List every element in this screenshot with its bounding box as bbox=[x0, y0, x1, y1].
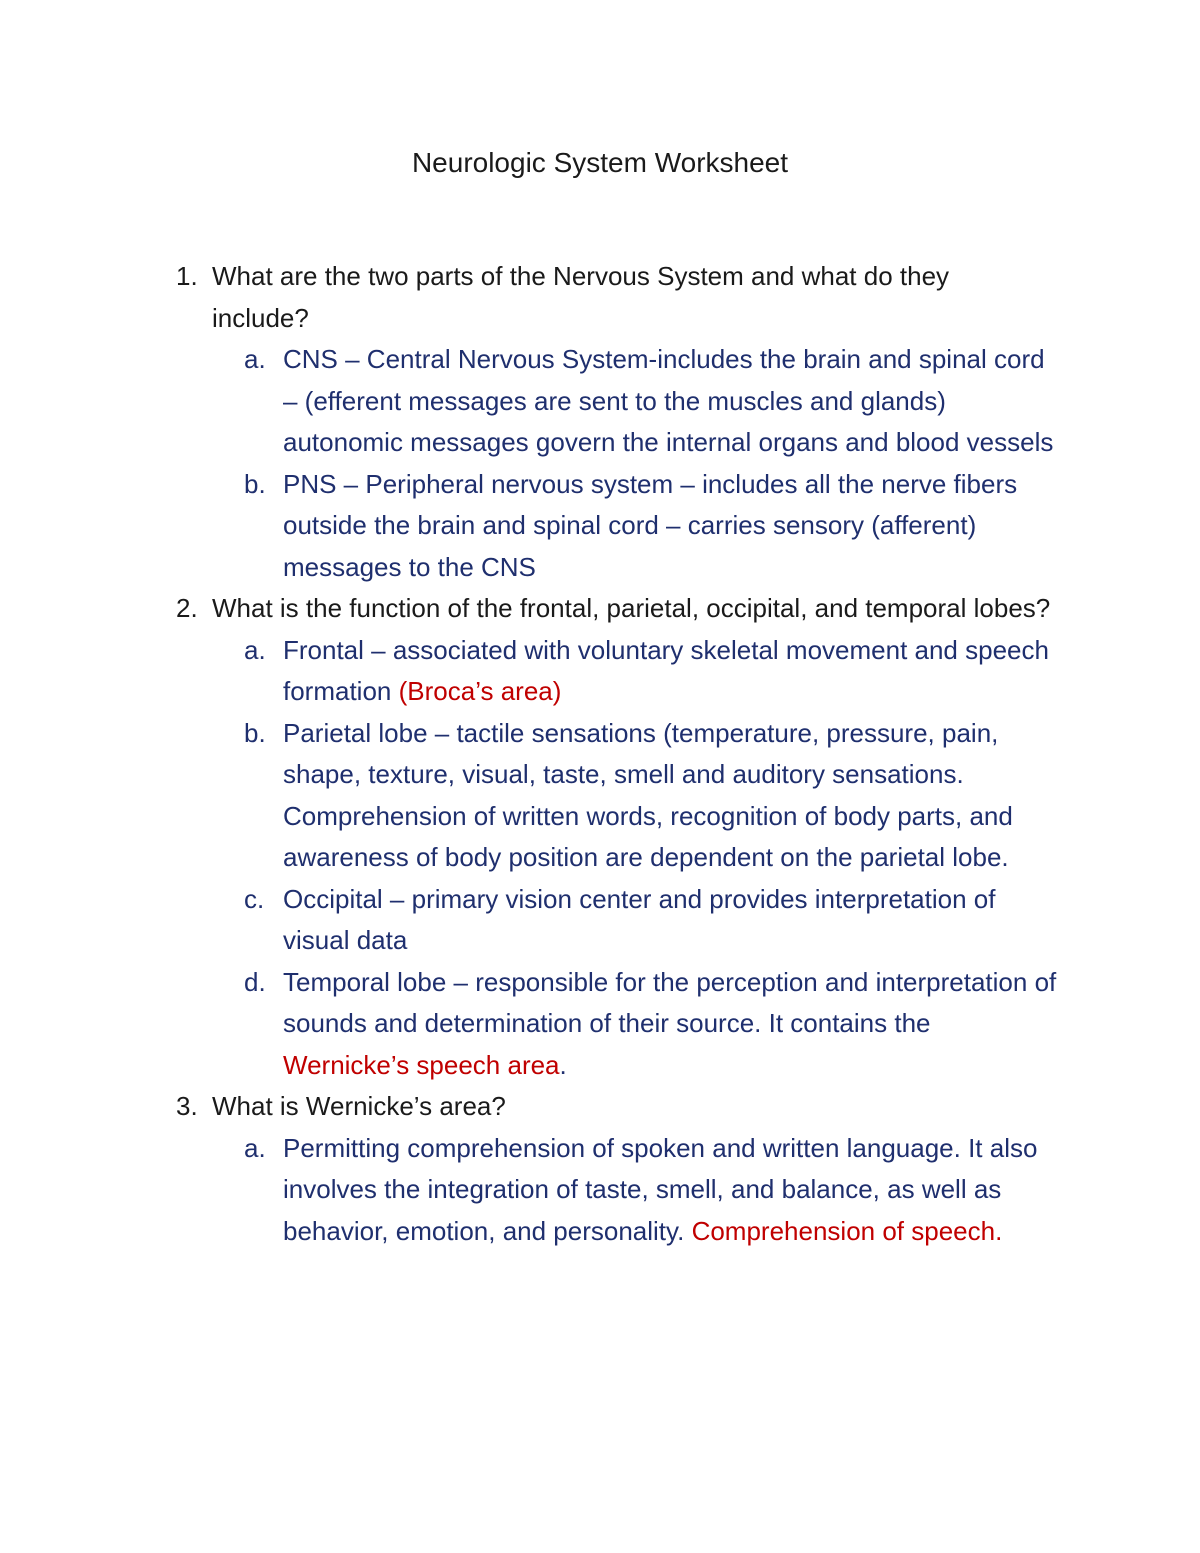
answer-text: Occipital – primary vision center and provides interpretation of visual data bbox=[283, 883, 996, 955]
answer-highlight: Comprehension of speech. bbox=[691, 1215, 1003, 1246]
answer-letter: c. bbox=[244, 883, 265, 914]
answer-highlight: Wernicke’s speech area bbox=[283, 1049, 560, 1080]
answer-tail: . bbox=[559, 1049, 567, 1080]
question-1 bbox=[0, 256, 1052, 339]
answer-letter: b. bbox=[244, 717, 266, 748]
answer-letter: b. bbox=[244, 468, 266, 499]
question-number: 1. bbox=[176, 261, 198, 291]
answer-text: Permitting comprehension of spoken and written language. It also involves the integration of taste, smell, and balance, as well as behavior, emotion, and personality. bbox=[283, 1132, 1038, 1246]
answer-text: Frontal – associated with voluntary skeletal movement and speech formation bbox=[283, 634, 1049, 706]
answer-1b bbox=[0, 464, 1058, 589]
answer-2b bbox=[0, 713, 1058, 879]
answer-2c bbox=[0, 879, 1058, 962]
answer-text: Temporal lobe – responsible for the perception and interpretation of sounds and determination of their source. It contains the bbox=[283, 966, 1057, 1038]
answer-1a bbox=[0, 339, 1058, 464]
page-title: Neurologic System Worksheet bbox=[411, 147, 789, 178]
question-text: What is Wernicke’s area? bbox=[212, 1091, 506, 1121]
answer-text: PNS – Peripheral nervous system – includes all the nerve fibers outside the brain and spinal cord – carries sensory (afferent) messages to the CNS bbox=[283, 468, 1018, 582]
answer-text: Parietal lobe – tactile sensations (temperature, pressure, pain, shape, texture, visual, taste, smell and auditory sensations. Comprehension of written words, recognition of body parts, and awareness of body position are dependent on the parietal lobe. bbox=[283, 717, 1013, 872]
answer-2d bbox=[0, 962, 1058, 1087]
answer-letter: a. bbox=[244, 344, 266, 374]
question-text: What is the function of the frontal, parietal, occipital, and temporal lobes? bbox=[212, 593, 1051, 623]
answer-letter: a. bbox=[244, 1132, 266, 1163]
question-text: What are the two parts of the Nervous System and what do they include? bbox=[212, 261, 950, 333]
answer-3a bbox=[0, 1128, 1058, 1253]
answer-letter: d. bbox=[244, 966, 266, 997]
answer-text: CNS – Central Nervous System-includes the brain and spinal cord – (efferent messages are sent to the muscles and glands) autonomic messages govern the internal organs and blood vessels bbox=[283, 344, 1054, 457]
worksheet-body bbox=[0, 256, 1200, 1252]
answer-letter: a. bbox=[244, 634, 266, 665]
answer-2a bbox=[0, 630, 1058, 713]
question-number: 3. bbox=[176, 1091, 198, 1121]
question-3 bbox=[0, 1086, 1052, 1128]
question-2 bbox=[0, 588, 1052, 630]
question-number: 2. bbox=[176, 593, 198, 623]
answer-highlight: (Broca’s area) bbox=[398, 676, 562, 706]
